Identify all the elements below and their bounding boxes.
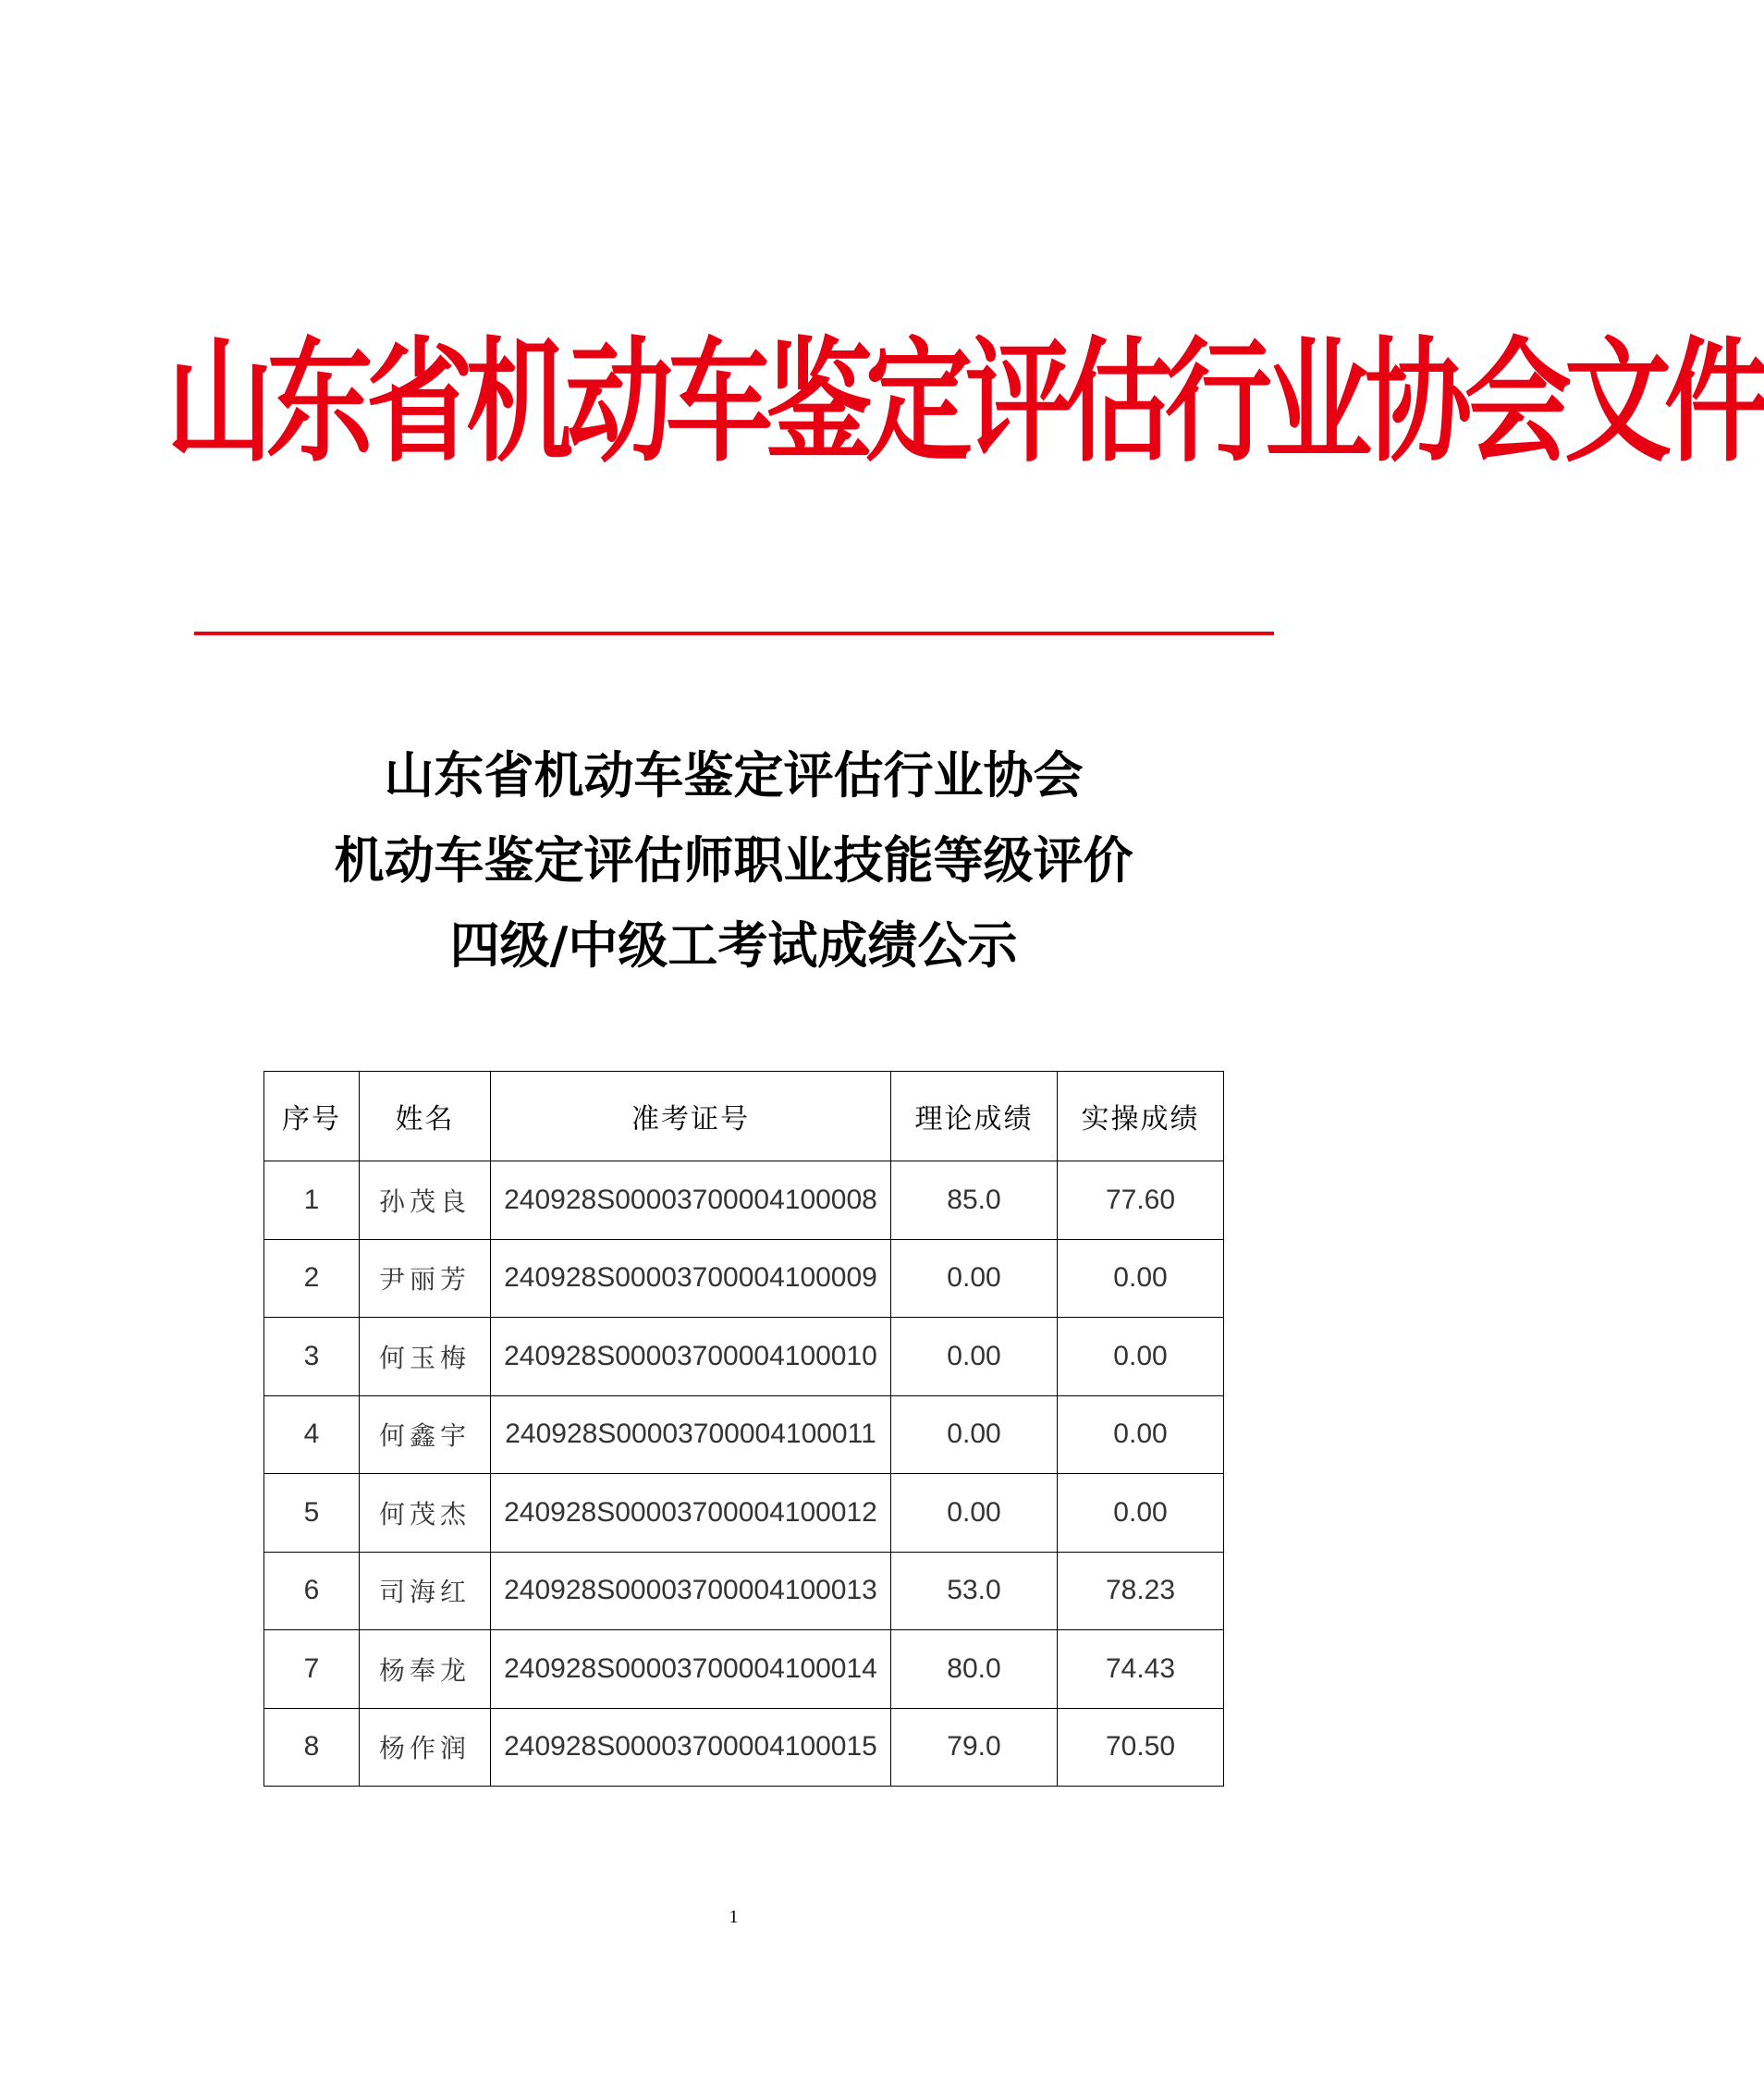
page-number: 1 — [729, 1907, 739, 1927]
practical-score-cell: 74.43 — [1058, 1630, 1224, 1709]
title-line-1: 山东省机动车鉴定评估行业协会 — [384, 745, 1084, 805]
table-row — [264, 1318, 1224, 1396]
practical-score-cell: 0.00 — [1058, 1474, 1224, 1553]
table-row — [264, 1708, 1224, 1787]
letterhead-title: 山东省机动车鉴定评估行业协会文件 — [166, 324, 1764, 481]
column-header-theory-score: 理论成绩 — [891, 1072, 1058, 1161]
column-header-seq: 序号 — [264, 1072, 360, 1161]
exam-id-cell: 240928S00003700004100013 — [491, 1552, 891, 1630]
practical-score-cell: 0.00 — [1058, 1239, 1224, 1318]
column-header-name: 姓名 — [360, 1072, 491, 1161]
document-title-block — [0, 732, 1467, 988]
name-cell: 尹丽芳 — [360, 1239, 491, 1318]
name-cell: 孙茂良 — [360, 1161, 491, 1240]
seq-cell: 4 — [264, 1395, 360, 1474]
seq-cell: 7 — [264, 1630, 360, 1709]
theory-score-cell: 79.0 — [891, 1708, 1058, 1787]
seq-cell: 5 — [264, 1474, 360, 1553]
column-header-practical-score: 实操成绩 — [1058, 1072, 1224, 1161]
theory-score-cell: 53.0 — [891, 1552, 1058, 1630]
theory-score-cell: 85.0 — [891, 1161, 1058, 1240]
title-line-3: 四级/中级工考试成绩公示 — [449, 915, 1018, 975]
seq-cell: 6 — [264, 1552, 360, 1630]
exam-id-cell: 240928S00003700004100009 — [491, 1239, 891, 1318]
seq-cell: 2 — [264, 1239, 360, 1318]
theory-score-cell: 0.00 — [891, 1474, 1058, 1553]
exam-id-cell: 240928S00003700004100008 — [491, 1161, 891, 1240]
practical-score-cell: 77.60 — [1058, 1161, 1224, 1240]
column-header-exam-id: 准考证号 — [491, 1072, 891, 1161]
name-cell: 杨奉龙 — [360, 1630, 491, 1709]
exam-id-cell: 240928S00003700004100012 — [491, 1474, 891, 1553]
theory-score-cell: 80.0 — [891, 1630, 1058, 1709]
practical-score-cell: 78.23 — [1058, 1552, 1224, 1630]
exam-id-cell: 240928S00003700004100014 — [491, 1630, 891, 1709]
table-row — [264, 1395, 1224, 1474]
name-cell: 何鑫宇 — [360, 1395, 491, 1474]
practical-score-cell: 0.00 — [1058, 1395, 1224, 1474]
name-cell: 司海红 — [360, 1552, 491, 1630]
name-cell: 何玉梅 — [360, 1318, 491, 1396]
table-row — [264, 1161, 1224, 1240]
seq-cell: 1 — [264, 1161, 360, 1240]
theory-score-cell: 0.00 — [891, 1239, 1058, 1318]
table-row — [264, 1474, 1224, 1553]
exam-id-cell: 240928S00003700004100011 — [491, 1395, 891, 1474]
exam-id-cell: 240928S00003700004100015 — [491, 1708, 891, 1787]
score-table — [263, 1071, 1224, 1787]
theory-score-cell: 0.00 — [891, 1395, 1058, 1474]
seq-cell: 8 — [264, 1708, 360, 1787]
table-header-row — [264, 1072, 1224, 1161]
seq-cell: 3 — [264, 1318, 360, 1396]
exam-id-cell: 240928S00003700004100010 — [491, 1318, 891, 1396]
red-divider — [194, 632, 1274, 635]
table-row — [264, 1552, 1224, 1630]
practical-score-cell: 0.00 — [1058, 1318, 1224, 1396]
theory-score-cell: 0.00 — [891, 1318, 1058, 1396]
practical-score-cell: 70.50 — [1058, 1708, 1224, 1787]
table-row — [264, 1239, 1224, 1318]
title-line-2: 机动车鉴定评估师职业技能等级评价 — [334, 830, 1133, 890]
table-row — [264, 1630, 1224, 1709]
name-cell: 何茂杰 — [360, 1474, 491, 1553]
name-cell: 杨作润 — [360, 1708, 491, 1787]
